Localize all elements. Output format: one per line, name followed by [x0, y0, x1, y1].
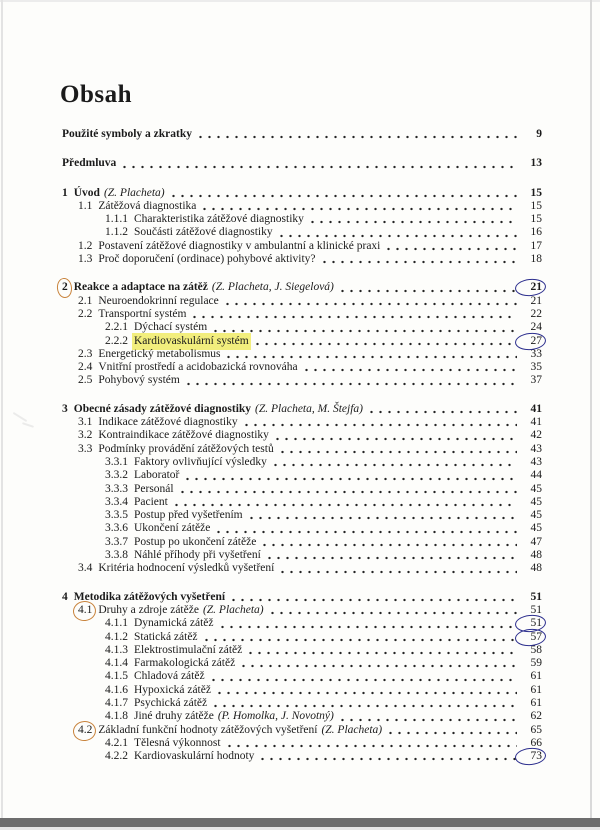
toc-row [62, 536, 542, 549]
dot-leader [209, 670, 517, 683]
toc-entry-label: Laboratoř [134, 469, 180, 482]
toc-row [62, 469, 542, 482]
dot-leader [338, 281, 517, 294]
toc-entry-number: 4.1.7 [105, 696, 128, 709]
toc-entry-label: Předmluva [62, 157, 117, 170]
toc-entry-authors: (Z. Placheta, M. Štejfa) [255, 402, 363, 415]
toc-entry-label: Hypoxická zátěž [134, 683, 211, 696]
toc-entry-number: 3.3 [78, 442, 93, 455]
toc-page-number: 66 [530, 736, 542, 749]
toc-row [62, 213, 542, 226]
toc-entry-number: 1 [62, 186, 68, 199]
toc-entry-number: 3.3.8 [105, 549, 128, 562]
toc-row [62, 724, 542, 737]
toc-entry-label: Transportní systém [98, 307, 187, 320]
dot-leader [271, 456, 517, 469]
toc-row [62, 496, 542, 509]
toc-page-number: 35 [530, 361, 542, 374]
scan-smudge [13, 412, 28, 422]
toc-page-number: 41 [530, 402, 542, 415]
toc-row [62, 684, 542, 697]
toc-entry-authors: (Z. Placheta, J. Siegelová) [211, 281, 334, 294]
toc-row [62, 509, 542, 522]
toc-page-number: 16 [530, 226, 542, 239]
toc-entry-number: 4.1.2 [105, 630, 128, 643]
toc-row [62, 631, 542, 644]
toc-entry-number: 2.5 [78, 374, 93, 387]
dot-leader [229, 591, 517, 604]
toc-row [62, 253, 542, 266]
toc-entry-label: Postup po ukončení zátěže [134, 535, 257, 548]
dot-leader [273, 429, 517, 442]
dot-leader [239, 657, 517, 670]
toc-page-number pen-circle-blue: 57 [522, 631, 542, 644]
toc-entry-label: Neuroendokrinní regulace [98, 294, 219, 307]
dot-leader [247, 509, 517, 522]
dot-leader [215, 684, 517, 697]
toc-row [62, 374, 542, 387]
toc-row [62, 604, 542, 617]
toc-page-number: 18 [530, 253, 542, 266]
toc-row [62, 200, 542, 213]
toc-row [62, 657, 542, 670]
toc-page-number: 48 [530, 549, 542, 562]
toc-page-number: 61 [530, 670, 542, 683]
toc-entry-number: 2.1 [78, 294, 93, 307]
dot-leader [211, 321, 517, 334]
dot-leader [178, 483, 517, 496]
toc-row [62, 335, 542, 348]
toc-entry-number: 2.2.1 [105, 321, 128, 334]
toc-page-number: 65 [530, 723, 542, 736]
toc-row [62, 522, 542, 535]
toc-row [62, 591, 542, 604]
toc-row [62, 443, 542, 456]
toc-page-number: 62 [530, 710, 542, 723]
toc-row [62, 308, 542, 321]
toc-row [62, 157, 542, 170]
toc-entry-label: Energetický metabolismus [98, 347, 221, 360]
toc-entry-label: Základní funkční hodnoty zátěžových vyšetření [98, 723, 318, 736]
toc-page-number: 43 [530, 455, 542, 468]
toc-page-number: 24 [530, 321, 542, 334]
toc-entry-label: Elektrostimulační zátěž [134, 643, 243, 656]
toc-section [62, 403, 542, 576]
toc-entry-number: 4.2.1 [105, 736, 128, 749]
dot-leader [277, 226, 517, 239]
toc-entry-label: Chladová zátěž [134, 670, 205, 683]
toc-row [62, 483, 542, 496]
toc-entry-number pen-circle-orange: 4.2 [78, 723, 93, 736]
dot-leader [246, 644, 517, 657]
dot-leader [223, 295, 517, 308]
dot-leader [278, 562, 517, 575]
toc-entry-label: Postup před vyšetřením [134, 509, 243, 522]
toc-entry-label: Reakce a adaptace na zátěž [73, 281, 208, 294]
toc-entry-label: Druhy a zdroje zátěže [98, 603, 199, 616]
dot-leader [196, 128, 517, 141]
toc-entry-number: 4.1.1 [105, 617, 128, 630]
toc-entry-number: 2.2.2 [105, 334, 128, 347]
dot-leader [338, 710, 517, 723]
toc-entry-label: Dýchací systém [134, 321, 208, 334]
dot-leader [183, 469, 517, 482]
toc-page-number: 21 [530, 294, 542, 307]
toc-entry-number: 4.1.6 [105, 683, 128, 696]
toc-row [62, 456, 542, 469]
toc-section [62, 187, 542, 267]
dot-leader [265, 549, 517, 562]
toc-row [62, 240, 542, 253]
toc-page-number: 22 [530, 307, 542, 320]
toc-entry-label: Kardiovaskulární hodnoty [134, 750, 255, 763]
toc-entry-label: Pohybový systém [98, 374, 180, 387]
toc-entry-number: 1.2 [78, 239, 93, 252]
scan-edge-left [1, 0, 3, 830]
dot-leader [172, 496, 517, 509]
toc-entry-label: Použité symboly a zkratky [62, 128, 193, 140]
toc-entry-number: 4.1.3 [105, 643, 128, 656]
toc-row [62, 403, 542, 416]
dot-leader [200, 200, 517, 213]
dot-leader [218, 617, 518, 630]
toc-entry-number: 1.3 [78, 253, 93, 266]
toc-row [62, 226, 542, 239]
toc-entry-number: 3.3.5 [105, 509, 128, 522]
dot-leader [184, 374, 517, 387]
dot-leader [308, 213, 517, 226]
toc-page-number: 45 [530, 495, 542, 508]
toc-entry-label: Vnitřní prostředí a acidobazická rovnováha [98, 361, 298, 374]
toc-entry-number: 3 [62, 402, 68, 415]
toc-entry-number: 3.3.6 [105, 522, 128, 535]
dot-leader [225, 737, 517, 750]
toc-row [62, 348, 542, 361]
toc-entry-number: 4.1.8 [105, 710, 128, 723]
toc-page-number: 15 [530, 213, 542, 226]
dot-leader [268, 604, 517, 617]
toc-entry-label: Proč doporučení (ordinace) pohybové aktivity? [98, 253, 316, 266]
dot-leader [384, 240, 517, 253]
toc-entry-label: Tělesná výkonnost [134, 736, 221, 749]
toc-entry-label: Postavení zátěžové diagnostiky v ambulantní a klinické praxi [98, 239, 381, 252]
toc-entry-label: Náhlé příhody při vyšetření [134, 549, 261, 562]
toc-page-number: 15 [530, 199, 542, 212]
toc-entry-number: 3.4 [78, 562, 93, 575]
toc-entry-label: Kritéria hodnocení výsledků vyšetření [98, 562, 275, 575]
toc-row [62, 644, 542, 657]
toc-entry-authors: (P. Homolka, J. Novotný) [217, 710, 334, 723]
toc-entry-number: 4 [62, 590, 68, 603]
toc-entry-label: Úvod [73, 186, 100, 199]
toc-page-number: 13 [530, 157, 542, 170]
toc-entry-label: Součásti zátěžové diagnostiky [134, 226, 273, 239]
toc-row [62, 429, 542, 442]
toc-entry-label: Statická zátěž [134, 630, 198, 643]
toc-section [62, 591, 542, 764]
dot-leader [260, 536, 517, 549]
toc-page-number: 45 [530, 482, 542, 495]
dot-leader [214, 522, 517, 535]
toc-entry-number: 1.1 [78, 199, 93, 212]
toc-page-number: 17 [530, 239, 542, 252]
toc-entry-label: Farmakologická zátěž [134, 657, 236, 670]
toc-page-number: 51 [530, 603, 542, 616]
dot-leader [242, 416, 517, 429]
toc-row [62, 281, 542, 294]
toc-page-number: 43 [530, 442, 542, 455]
toc-entry-number: 3.3.4 [105, 495, 128, 508]
toc-section [62, 281, 542, 387]
toc-page-number: 61 [530, 683, 542, 696]
toc-entry-label: Psychická zátěž [134, 696, 208, 709]
toc-row [62, 697, 542, 710]
toc-row [62, 416, 542, 429]
toc-entry-label: Personál [134, 482, 174, 495]
toc-entry-number: 4.1.5 [105, 670, 128, 683]
toc-page-number: 45 [530, 522, 542, 535]
toc-entry-authors: (Z. Placheta) [202, 603, 264, 616]
toc-entry-label: Metodika zátěžových vyšetření [73, 590, 226, 603]
dot-leader [211, 697, 517, 710]
toc-row [62, 549, 542, 562]
table-of-contents [62, 128, 542, 763]
toc-page-number pen-circle-blue: 27 [522, 335, 542, 348]
dot-leader [386, 724, 517, 737]
toc-row [62, 670, 542, 683]
toc-entry-label: Ukončení zátěže [134, 522, 211, 535]
toc-page-number: 48 [530, 562, 542, 575]
toc-entry-authors: (Z. Placheta) [321, 723, 383, 736]
toc-entry-number: 2.4 [78, 361, 93, 374]
scan-smudge [22, 422, 34, 428]
toc-entry-label: Charakteristika zátěžové diagnostiky [134, 213, 304, 226]
toc-entry-label highlighter-mark: Kardiovaskulární systém [134, 334, 249, 347]
toc-entry-number: 3.1 [78, 416, 93, 429]
toc-entry-label: Podmínky provádění zátěžových testů [98, 442, 274, 455]
scan-edge-right [590, 0, 592, 830]
toc-entry-number pen-circle-orange: 4.1 [78, 603, 93, 616]
dot-leader [278, 443, 517, 456]
toc-entry-label: Faktory ovlivňující výsledky [134, 455, 267, 468]
toc-page-number: 42 [530, 429, 542, 442]
dot-leader [258, 750, 517, 763]
toc-page-number pen-circle-blue: 73 [522, 750, 542, 763]
toc-row [62, 295, 542, 308]
toc-row [62, 750, 542, 763]
toc-entry-label: Jiné druhy zátěže [134, 710, 214, 723]
toc-entry-label: Obecné zásady zátěžové diagnostiky [73, 402, 252, 415]
toc-page-number: 45 [530, 509, 542, 522]
dot-leader [120, 157, 517, 170]
toc-entry-number: 4.1.4 [105, 657, 128, 670]
toc-entry-number: 3.3.2 [105, 469, 128, 482]
toc-entry-label: Indikace zátěžové diagnostiky [98, 416, 238, 429]
scan-edge-top [0, 0, 600, 2]
dot-leader [202, 631, 517, 644]
toc-page-number: 59 [530, 657, 542, 670]
toc-entry-label: Kontraindikace zátěžové diagnostiky [98, 429, 269, 442]
toc-entry-number: 4.2.2 [105, 750, 128, 763]
dot-leader [169, 187, 517, 200]
toc-entry-number: 1.1.2 [105, 226, 128, 239]
toc-page-number: 47 [530, 535, 542, 548]
toc-entry-authors: (Z. Placheta) [103, 186, 165, 199]
toc-page-number: 9 [536, 128, 542, 140]
toc-row [62, 710, 542, 723]
toc-entry-label: Zátěžová diagnostika [98, 199, 197, 212]
toc-row [62, 187, 542, 200]
toc-row [62, 128, 542, 141]
toc-page-number: 58 [530, 643, 542, 656]
toc-entry-number: 2.2 [78, 307, 93, 320]
toc-page-number pen-circle-blue: 21 [522, 281, 542, 294]
toc-page-number: 33 [530, 347, 542, 360]
dot-leader [320, 253, 517, 266]
toc-page-number: 51 [530, 590, 542, 603]
toc-row [62, 737, 542, 750]
toc-page-number pen-circle-blue: 51 [522, 617, 542, 630]
dot-leader [190, 308, 517, 321]
page-title: Obsah [60, 80, 132, 108]
dot-leader [224, 348, 517, 361]
toc-page-number: 41 [530, 416, 542, 429]
toc-page-number: 44 [530, 469, 542, 482]
toc-entry-number: 3.3.3 [105, 482, 128, 495]
dot-leader [253, 335, 517, 348]
toc-row [62, 562, 542, 575]
toc-row [62, 361, 542, 374]
toc-row [62, 321, 542, 334]
toc-page-number: 61 [530, 696, 542, 709]
toc-entry-number: 2.3 [78, 347, 93, 360]
scan-edge-bottom [0, 818, 600, 827]
toc-entry-number: 3.2 [78, 429, 93, 442]
toc-entry-number: 1.1.1 [105, 213, 128, 226]
toc-entry-number: 3.3.7 [105, 535, 128, 548]
toc-entry-number pen-circle-orange: 2 [62, 281, 68, 294]
toc-row [62, 617, 542, 630]
toc-page-number: 37 [530, 374, 542, 387]
toc-entry-number: 3.3.1 [105, 455, 128, 468]
toc-entry-label: Dynamická zátěž [134, 617, 214, 630]
toc-entry-label: Pacient [134, 495, 168, 508]
dot-leader [367, 403, 517, 416]
dot-leader [302, 361, 517, 374]
toc-page-number: 15 [530, 186, 542, 199]
